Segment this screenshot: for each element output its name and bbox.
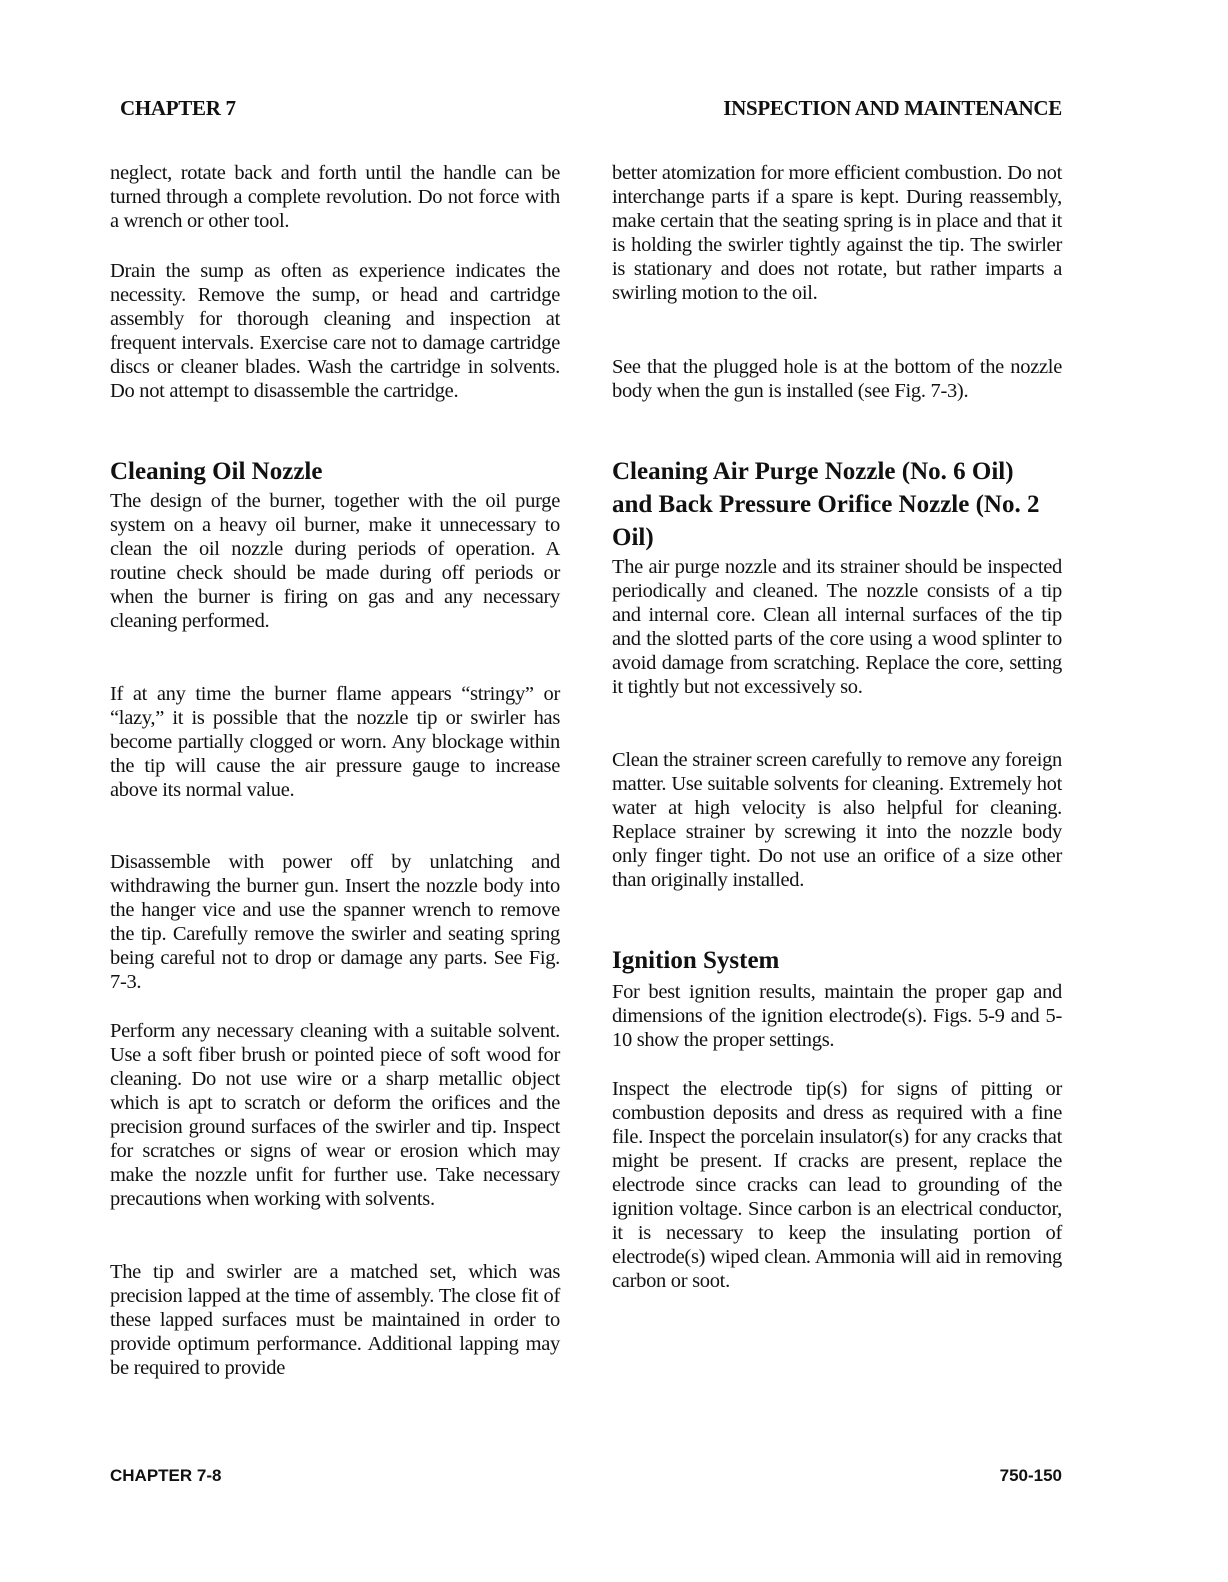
section-heading: Ignition System [612, 947, 780, 974]
paragraph: Perform any necessary cleaning with a suitable solvent. Use a soft fiber brush or pointed piece of soft wood for cleaning. Do not use wire or a sharp metallic object which is apt to scratch or deform the orifices and the precision ground surfaces of the swirler and tip. Inspect for scratches or signs of wear or erosion which may make the nozzle unfit for further use. Take necessary precautions when working with solvents. [110, 1020, 560, 1210]
paragraph: better atomization for more efficient combustion. Do not interchange parts if a spare is kept. During reassembly, make certain that the seating spring is in place and that it is holding the swirler tightly against the tip. The swirler is stationary and does not rotate, but rather imparts a swirling motion to the oil. [612, 162, 1062, 304]
paragraph: Clean the strainer screen carefully to remove any foreign matter. Use suitable solvents for cleaning. Extremely hot water at high velocity is also helpful for cleaning. Replace strainer by screwing it into the nozzle body only finger tight. Do not use an orifice of a size other than originally installed. [612, 749, 1062, 891]
paragraph: The air purge nozzle and its strainer should be inspected periodically and cleaned. The nozzle consists of a tip and internal core. Clean all internal surfaces of the tip and the slotted parts of the core using a wood splinter to avoid damage from scratching. Replace the core, setting it tightly but not excessively so. [612, 556, 1062, 698]
section-heading: Cleaning Oil Nozzle [110, 458, 323, 485]
header-chapter: CHAPTER 7 [120, 96, 236, 120]
paragraph: See that the plugged hole is at the bottom of the nozzle body when the gun is installed (see Fig. 7-3). [612, 356, 1062, 402]
paragraph: The design of the burner, together with the oil purge system on a heavy oil burner, make it unnecessary to clean the oil nozzle during periods of operation. A routine check should be made during off periods or when the burner is firing on gas and any necessary cleaning performed. [110, 490, 560, 632]
paragraph: For best ignition results, maintain the proper gap and dimensions of the ignition electrode(s). Figs. 5-9 and 5-10 show the proper settings. [612, 981, 1062, 1051]
paragraph: If at any time the burner flame appears “stringy” or “lazy,” it is possible that the nozzle tip or swirler has become partially clogged or worn. Any blockage within the tip will cause the air pressure gauge to increase above its normal value. [110, 683, 560, 801]
footer-document-number: 750-150 [999, 1466, 1062, 1485]
paragraph: Inspect the electrode tip(s) for signs of pitting or combustion deposits and dress as required with a fine file. Inspect the porcelain insulator(s) for any cracks that might be present. If cracks are present, replace the electrode since cracks can lead to grounding of the ignition voltage. Since carbon is an electrical conductor, it is necessary to keep the insulating portion of electrode(s) wiped clean. Ammonia will aid in removing carbon or soot. [612, 1078, 1062, 1292]
paragraph: neglect, rotate back and forth until the handle can be turned through a complete revolution. Do not force with a wrench or other tool. [110, 162, 560, 232]
header-section: INSPECTION AND MAINTENANCE [723, 96, 1062, 120]
paragraph: Disassemble with power off by unlatching and withdrawing the burner gun. Insert the nozzle body into the hanger vice and use the spanner wrench to remove the tip. Carefully remove the swirler and seating spring being careful not to drop or damage any parts. See Fig. 7-3. [110, 851, 560, 993]
section-heading: Cleaning Air Purge Nozzle (No. 6 Oil) and Back Pressure Orifice Nozzle (No. 2 Oil) [612, 458, 1040, 551]
paragraph: The tip and swirler are a matched set, which was precision lapped at the time of assembly. The close fit of these lapped surfaces must be maintained in order to provide optimum performance. Additional lapping may be required to provide [110, 1261, 560, 1379]
paragraph: Drain the sump as often as experience indicates the necessity. Remove the sump, or head and cartridge assembly for thorough cleaning and inspection at frequent intervals. Exercise care not to damage cartridge discs or cleaner blades. Wash the cartridge in solvents. Do not attempt to disassemble the cartridge. [110, 260, 560, 402]
footer-page-number: CHAPTER 7-8 [110, 1466, 222, 1485]
